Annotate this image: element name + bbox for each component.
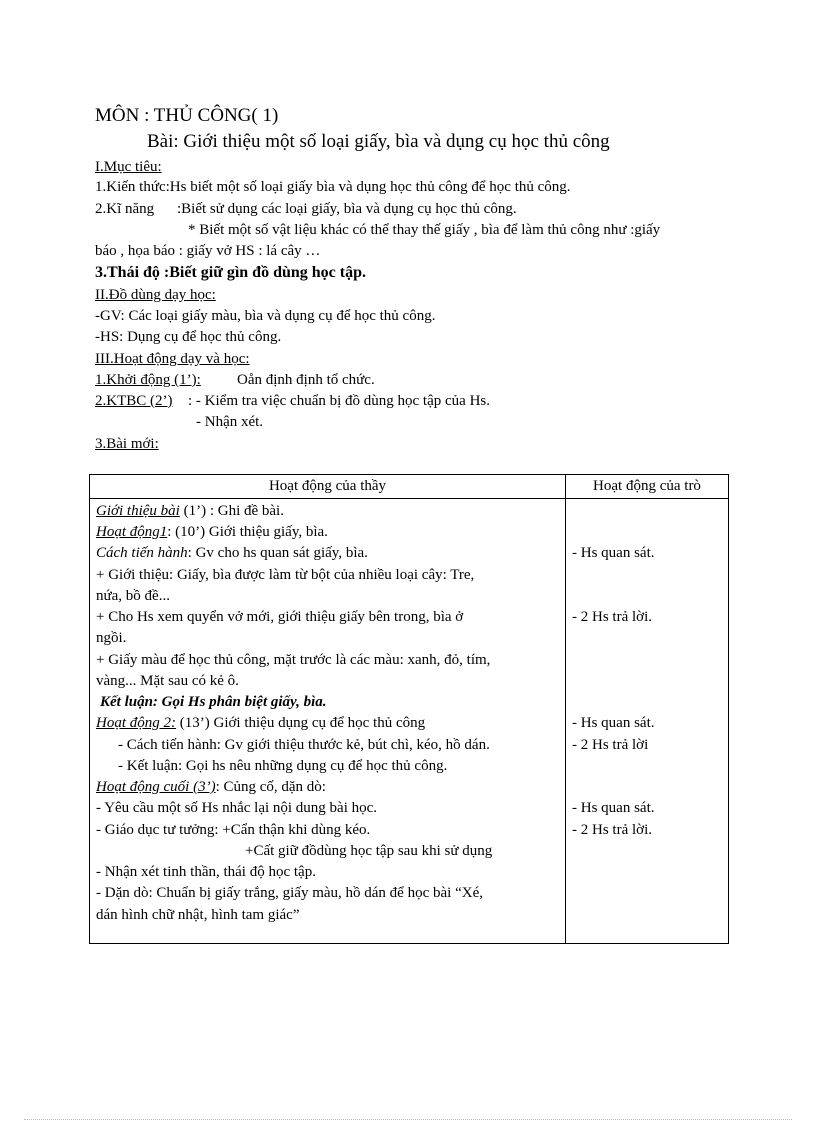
objectives-heading: I.Mục tiêu: [95, 159, 162, 175]
teacher-line: nứa, bồ đề... [96, 588, 170, 604]
objective-skill-text: :Biết sử dụng các loại giấy, bìa và dụng cụ học thủ công. [177, 201, 517, 217]
conclusion-line: Kết luận: Gọi Hs phân biệt giấy, bìa. [100, 694, 327, 710]
teacher-line: - Kết luận: Gọi hs nêu những dụng cụ để học thủ công. [118, 758, 448, 774]
student-line: - Hs quan sát. [572, 545, 655, 561]
check-text-2: - Nhận xét. [196, 414, 264, 430]
teacher-line: +Cất giữ đồdùng học tập sau khi sử dụng [245, 843, 493, 859]
teacher-line: - Yêu cầu một số Hs nhắc lại nội dung bài học. [96, 800, 378, 816]
teacher-line: + Cho Hs xem quyển vở mới, giới thiệu giấy bên trong, bìa ở [96, 609, 464, 625]
warmup-label: 1.Khởi động (1’): [95, 372, 201, 388]
column-header-teacher: Hoạt động của thầy [90, 475, 566, 499]
student-line: - Hs quan sát. [572, 800, 655, 816]
teacher-line: - Dặn dò: Chuẩn bị giấy trắng, giấy màu, hồ dán để học bài “Xé, [96, 885, 483, 901]
activity2-line: Hoạt động 2: (13’) Giới thiệu dụng cụ để học thủ công [96, 715, 426, 731]
check-label: 2.KTBC (2’) [95, 393, 173, 409]
intro-line: Giới thiệu bài (1’) : Ghi đề bài. [96, 503, 284, 519]
subject-title: MÔN : THỦ CÔNG( 1) [95, 105, 279, 126]
student-activities-cell [566, 499, 729, 944]
materials-student: -HS: Dụng cụ để học thủ công. [95, 329, 282, 345]
teacher-line: vàng... Mặt sau có kẻ ô. [96, 673, 239, 689]
objective-knowledge: 1.Kiến thức:Hs biết một số loại giấy bìa và dụng học thủ công để học thủ công. [95, 179, 571, 195]
student-line: - 2 Hs trả lời. [572, 609, 653, 625]
materials-heading: II.Đồ dùng dạy học: [95, 287, 216, 303]
objective-attitude: 3.Thái độ :Biết giữ gìn đồ dùng học tập. [95, 264, 366, 281]
student-line: - 2 Hs trả lời [572, 737, 649, 753]
column-header-student: Hoạt động của trò [566, 475, 729, 499]
teacher-line: ngồi. [96, 630, 127, 646]
teacher-line: + Giấy màu để học thủ công, mặt trước là các màu: xanh, đỏ, tím, [96, 652, 491, 668]
teacher-line: - Nhận xét tinh thần, thái độ học tập. [96, 864, 316, 880]
new-lesson-heading: 3.Bài mới: [95, 436, 159, 452]
student-line: - Hs quan sát. [572, 715, 655, 731]
warmup-text: Oån định định tổ chức. [237, 372, 375, 388]
lesson-plan-table [89, 474, 729, 944]
table-header-row [90, 475, 729, 499]
objective-skill-extra: * Biết một số vật liệu khác có thể thay thế giấy , bìa để làm thủ công như :giấy [188, 222, 661, 238]
method-line: Cách tiến hành: Gv cho hs quan sát giấy, bìa. [96, 545, 368, 561]
check-text: : - Kiểm tra việc chuẩn bị đồ dùng học tập của Hs. [188, 393, 490, 409]
teacher-line: dán hình chữ nhật, hình tam giác” [96, 907, 300, 923]
objective-skill-label: 2.Kĩ năng [95, 201, 155, 217]
student-line: - 2 Hs trả lời. [572, 822, 653, 838]
page-bottom-divider [24, 1119, 792, 1120]
teacher-line: - Cách tiến hành: Gv giới thiệu thước kẻ, bút chì, kéo, hồ dán. [118, 737, 490, 753]
activity3-line: Hoạt động cuối (3’): Củng cố, dặn dò: [96, 779, 326, 795]
teacher-line: + Giới thiệu: Giấy, bìa được làm từ bột của nhiều loại cây: Tre, [96, 567, 475, 583]
activity1-line: Hoạt động1: (10’) Giới thiệu giấy, bìa. [96, 524, 328, 540]
materials-teacher: -GV: Các loại giấy màu, bìa và dụng cụ để học thủ công. [95, 308, 436, 324]
table-row [90, 499, 729, 944]
lesson-title: Bài: Giới thiệu một số loại giấy, bìa và dụng cụ học thủ công [147, 131, 610, 152]
teacher-activities-cell [90, 499, 566, 944]
teacher-line: - Giáo dục tư tưởng: +Cẩn thận khi dùng kéo. [96, 822, 371, 838]
activities-heading: III.Hoạt động dạy và học: [95, 351, 250, 367]
objective-skill-extra-cont: báo , họa báo : giấy vở HS : lá cây … [95, 243, 321, 259]
